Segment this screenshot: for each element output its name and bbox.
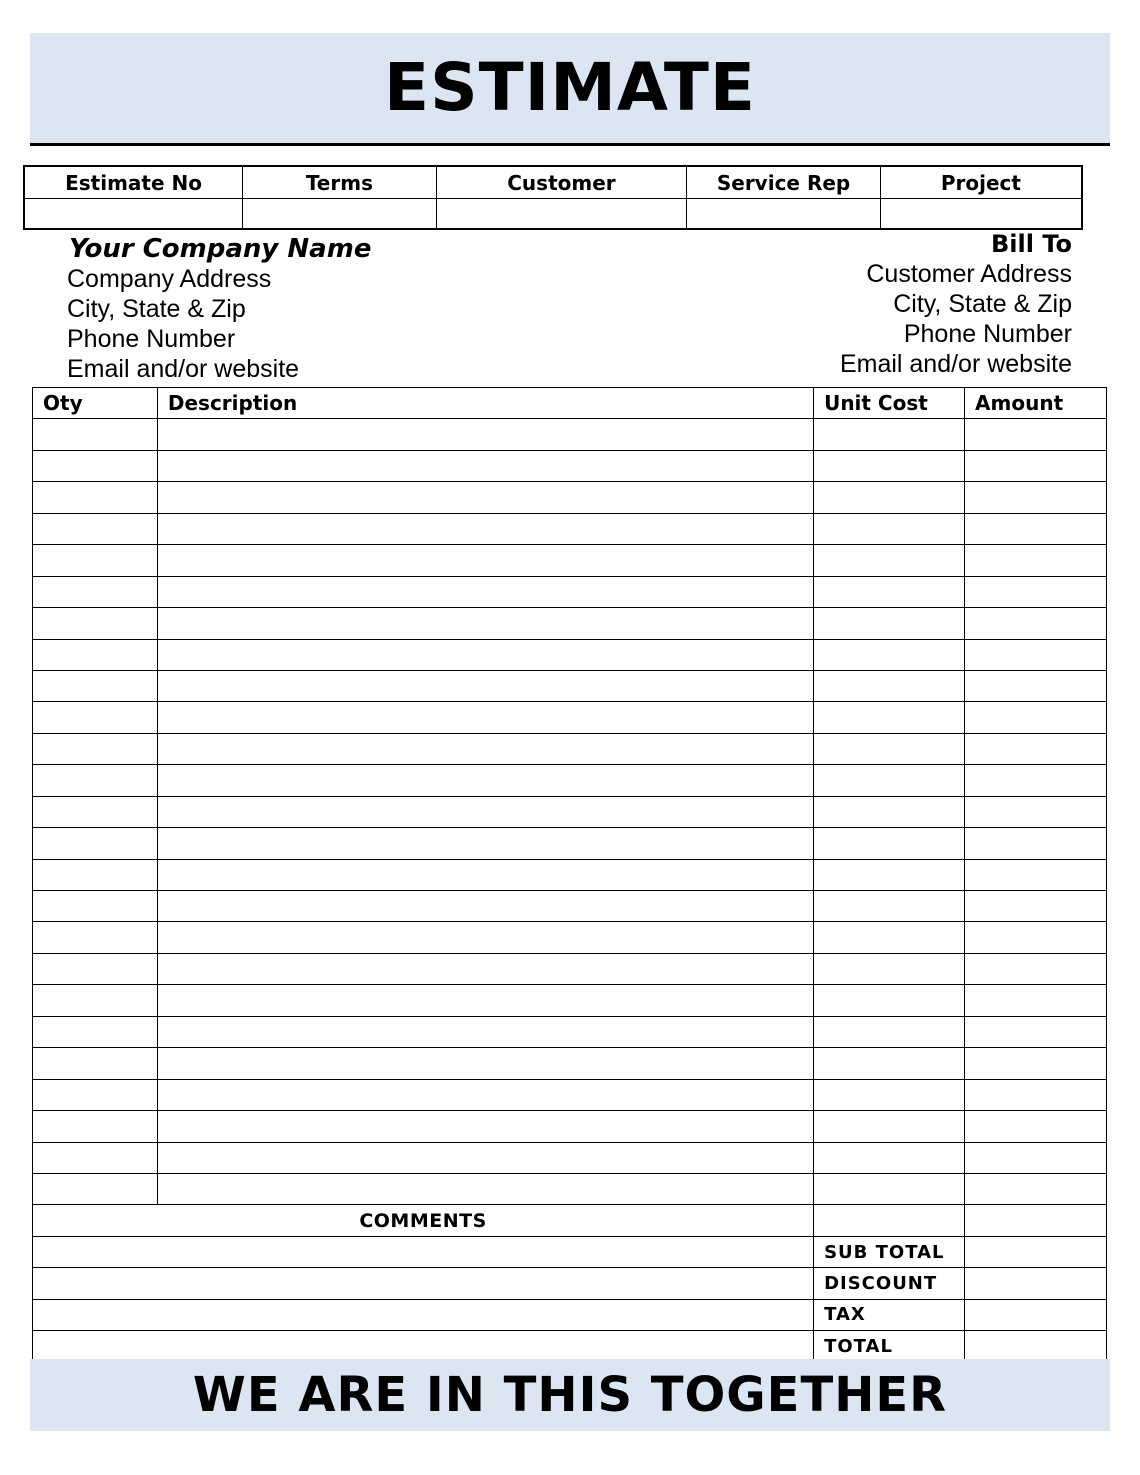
unit-cost-cell[interactable]: [814, 608, 965, 639]
unit-cost-cell[interactable]: [814, 576, 965, 607]
amount-cell[interactable]: [965, 1048, 1107, 1079]
qty-cell[interactable]: [33, 702, 158, 733]
comments-line[interactable]: [33, 1268, 814, 1299]
line-item-row: [33, 1048, 1107, 1079]
unit-cost-cell[interactable]: [814, 1142, 965, 1173]
amount-cell[interactable]: [965, 891, 1107, 922]
amount-cell[interactable]: [965, 1016, 1107, 1047]
customer-address: Customer Address: [866, 260, 1072, 288]
qty-cell[interactable]: [33, 1016, 158, 1047]
line-item-row: [33, 828, 1107, 859]
qty-cell[interactable]: [33, 733, 158, 764]
amount-cell[interactable]: [965, 450, 1107, 481]
qty-cell[interactable]: [33, 859, 158, 890]
line-item-row: [33, 1142, 1107, 1173]
qty-cell[interactable]: [33, 796, 158, 827]
qty-cell[interactable]: [33, 828, 158, 859]
description-cell[interactable]: [157, 1142, 813, 1173]
company-address: Company Address: [67, 265, 272, 293]
description-cell[interactable]: [157, 796, 813, 827]
unit-cost-cell[interactable]: [814, 922, 965, 953]
line-item-row: [33, 953, 1107, 984]
title-band: [30, 33, 1110, 146]
amount-cell[interactable]: [965, 828, 1107, 859]
comments-line[interactable]: [33, 1299, 814, 1330]
line-item-row: [33, 450, 1107, 481]
project-header: Project: [880, 166, 1082, 198]
unit-cost-cell[interactable]: [814, 419, 965, 450]
amount-cell[interactable]: [965, 922, 1107, 953]
company-city: City, State & Zip: [67, 295, 246, 323]
customer-phone: Phone Number: [903, 320, 1072, 348]
description-cell[interactable]: [157, 985, 813, 1016]
amount-cell[interactable]: [965, 985, 1107, 1016]
description-cell[interactable]: [157, 513, 813, 544]
document-title: ESTIMATE: [384, 49, 756, 126]
qty-cell[interactable]: [33, 545, 158, 576]
line-item-row: [33, 1016, 1107, 1047]
qty-header: Oty: [33, 388, 158, 419]
amount-cell[interactable]: [965, 545, 1107, 576]
description-cell[interactable]: [157, 670, 813, 701]
line-item-row: [33, 985, 1107, 1016]
description-cell[interactable]: [157, 482, 813, 513]
amount-header: Amount: [965, 388, 1107, 419]
unit-cost-cell[interactable]: [814, 765, 965, 796]
unit-cost-cell[interactable]: [814, 953, 965, 984]
amount-cell[interactable]: [965, 953, 1107, 984]
description-cell[interactable]: [157, 733, 813, 764]
description-cell[interactable]: [157, 702, 813, 733]
slogan: WE ARE IN THIS TOGETHER: [192, 1367, 948, 1423]
subtotal-label: SUB TOTAL: [814, 1236, 965, 1267]
unit-cost-cell[interactable]: [814, 545, 965, 576]
description-cell[interactable]: [157, 608, 813, 639]
unit-cost-cell[interactable]: [814, 450, 965, 481]
customer-city: City, State & Zip: [893, 290, 1072, 318]
estimate-no-header: Estimate No: [24, 166, 243, 198]
line-item-row: [33, 733, 1107, 764]
qty-cell[interactable]: [33, 482, 158, 513]
description-cell[interactable]: [157, 765, 813, 796]
amount-cell[interactable]: [965, 670, 1107, 701]
qty-cell[interactable]: [33, 953, 158, 984]
amount-cell[interactable]: [965, 576, 1107, 607]
slogan-band: [30, 1359, 1110, 1431]
company-block: [67, 234, 371, 384]
unit-cost-cell[interactable]: [814, 1173, 965, 1204]
amount-cell[interactable]: [965, 1111, 1107, 1142]
subtotal-field[interactable]: [965, 1236, 1107, 1267]
description-header: Description: [157, 388, 813, 419]
amount-cell[interactable]: [965, 513, 1107, 544]
amount-cell[interactable]: [965, 702, 1107, 733]
amount-cell[interactable]: [965, 796, 1107, 827]
description-cell[interactable]: [157, 1079, 813, 1110]
discount-label: DISCOUNT: [814, 1268, 965, 1299]
line-item-row: [33, 419, 1107, 450]
amount-cell[interactable]: [965, 608, 1107, 639]
unit-cost-cell[interactable]: [814, 1016, 965, 1047]
unit-cost-cell[interactable]: [814, 702, 965, 733]
qty-cell[interactable]: [33, 1048, 158, 1079]
unit-cost-cell[interactable]: [814, 828, 965, 859]
amount-cell[interactable]: [965, 733, 1107, 764]
qty-cell[interactable]: [33, 1111, 158, 1142]
line-item-row: [33, 639, 1107, 670]
line-item-row: [33, 1079, 1107, 1110]
description-cell[interactable]: [157, 1048, 813, 1079]
description-cell[interactable]: [157, 1016, 813, 1047]
amount-cell[interactable]: [965, 482, 1107, 513]
unit-cost-cell[interactable]: [814, 1079, 965, 1110]
customer-web: Email and/or website: [839, 350, 1072, 378]
qty-cell[interactable]: [33, 670, 158, 701]
unit-cost-cell[interactable]: [814, 670, 965, 701]
bill-to-heading: Bill To: [991, 230, 1072, 258]
line-item-row: [33, 891, 1107, 922]
amount-cell[interactable]: [965, 419, 1107, 450]
service-rep-header: Service Rep: [687, 166, 881, 198]
line-item-row: [33, 922, 1107, 953]
qty-cell[interactable]: [33, 576, 158, 607]
company-phone: Phone Number: [67, 325, 236, 353]
description-cell[interactable]: [157, 953, 813, 984]
line-item-row: [33, 702, 1107, 733]
tax-label: TAX: [814, 1299, 965, 1330]
qty-cell[interactable]: [33, 513, 158, 544]
qty-cell[interactable]: [33, 1142, 158, 1173]
line-item-rows: [33, 419, 1107, 1205]
amount-cell[interactable]: [965, 1173, 1107, 1204]
line-item-row: [33, 1111, 1107, 1142]
unit-cost-cell[interactable]: [814, 891, 965, 922]
blank-label-cell: [814, 1205, 965, 1236]
description-cell[interactable]: [157, 576, 813, 607]
line-item-row: [33, 1173, 1107, 1204]
qty-cell[interactable]: [33, 450, 158, 481]
description-cell[interactable]: [157, 450, 813, 481]
total-field[interactable]: [965, 1331, 1107, 1362]
description-cell[interactable]: [157, 545, 813, 576]
description-cell[interactable]: [157, 828, 813, 859]
unit-cost-cell[interactable]: [814, 1048, 965, 1079]
line-item-row: [33, 482, 1107, 513]
company-web: Email and/or website: [67, 355, 300, 383]
amount-cell[interactable]: [965, 1142, 1107, 1173]
line-item-row: [33, 859, 1107, 890]
comments-line[interactable]: [33, 1331, 814, 1362]
qty-cell[interactable]: [33, 639, 158, 670]
description-cell[interactable]: [157, 1111, 813, 1142]
amount-cell[interactable]: [965, 639, 1107, 670]
unit-cost-cell[interactable]: [814, 733, 965, 764]
line-item-row: [33, 576, 1107, 607]
line-item-row: [33, 513, 1107, 544]
tax-field[interactable]: [965, 1299, 1107, 1330]
unit-cost-cell[interactable]: [814, 985, 965, 1016]
qty-cell[interactable]: [33, 1173, 158, 1204]
unit-cost-cell[interactable]: [814, 639, 965, 670]
amount-cell[interactable]: [965, 859, 1107, 890]
description-cell[interactable]: [157, 859, 813, 890]
comments-line[interactable]: [33, 1236, 814, 1267]
line-item-row: [33, 608, 1107, 639]
estimate-meta-table: [23, 165, 1083, 230]
amount-cell[interactable]: [965, 765, 1107, 796]
qty-cell[interactable]: [33, 985, 158, 1016]
company-name: Your Company Name: [69, 234, 372, 264]
qty-cell[interactable]: [33, 419, 158, 450]
unit-cost-cell[interactable]: [814, 859, 965, 890]
line-item-row: [33, 796, 1107, 827]
description-cell[interactable]: [157, 1173, 813, 1204]
total-label: TOTAL: [814, 1331, 965, 1362]
description-cell[interactable]: [157, 891, 813, 922]
qty-cell[interactable]: [33, 922, 158, 953]
qty-cell[interactable]: [33, 608, 158, 639]
description-cell[interactable]: [157, 639, 813, 670]
description-cell[interactable]: [157, 419, 813, 450]
qty-cell[interactable]: [33, 765, 158, 796]
comments-label: COMMENTS: [33, 1205, 814, 1236]
blank-value-cell: [965, 1205, 1107, 1236]
line-item-row: [33, 765, 1107, 796]
bill-to-block: [840, 229, 1072, 379]
line-item-row: [33, 545, 1107, 576]
unit-cost-cell[interactable]: [814, 513, 965, 544]
line-item-row: [33, 670, 1107, 701]
qty-cell[interactable]: [33, 891, 158, 922]
unit-cost-cell[interactable]: [814, 1111, 965, 1142]
unit-cost-header: Unit Cost: [814, 388, 965, 419]
estimate-no-field[interactable]: [24, 198, 243, 229]
service-rep-field[interactable]: [687, 198, 881, 229]
qty-cell[interactable]: [33, 1079, 158, 1110]
project-field[interactable]: [880, 198, 1082, 229]
terms-field[interactable]: [243, 198, 437, 229]
description-cell[interactable]: [157, 922, 813, 953]
line-items-table: [32, 387, 1107, 1363]
unit-cost-cell[interactable]: [814, 796, 965, 827]
amount-cell[interactable]: [965, 1079, 1107, 1110]
discount-field[interactable]: [965, 1268, 1107, 1299]
customer-header: Customer: [436, 166, 687, 198]
unit-cost-cell[interactable]: [814, 482, 965, 513]
terms-header: Terms: [243, 166, 437, 198]
customer-field[interactable]: [436, 198, 687, 229]
